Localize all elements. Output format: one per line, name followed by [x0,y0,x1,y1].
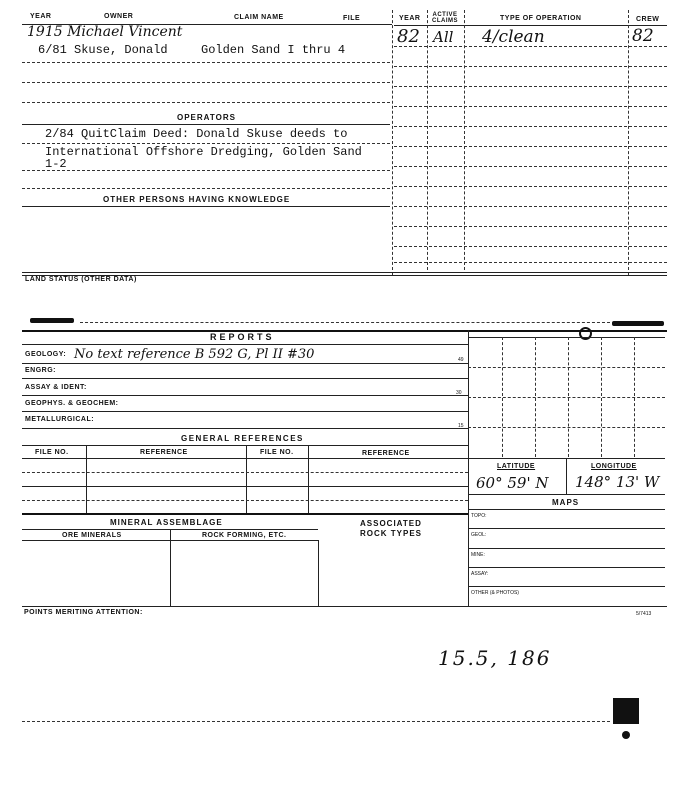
activity-crew: 82 [632,26,654,46]
grid-rule [468,367,665,368]
reports-top-dashed-rule [80,322,610,323]
mineral-divider [170,529,171,607]
reports-rule [22,395,468,396]
rock-forming-column-label: ROCK FORMING, ETC. [202,532,287,539]
reference-column-label-2: REFERENCE [362,450,410,457]
longitude-label: LONGITUDE [591,463,637,470]
maps-rule [468,494,665,495]
general-references-divider [86,445,87,515]
owner-name: Skuse, Donald [74,43,168,57]
reports-rule [22,428,468,429]
owner-date: 6/81 [38,43,67,57]
maps-mine-label: MINE: [471,552,485,558]
general-references-divider [246,445,247,515]
active-claims-column-label: ACTIVE CLAIMS [432,12,458,24]
circle-mark-icon [579,327,592,340]
file-column-label: FILE [343,15,361,22]
activity-rule [394,66,667,67]
latitude-value: 60° 59' N [476,474,549,492]
registration-mark [613,698,639,724]
activity-rule [394,106,667,107]
maps-rule [468,567,665,568]
engrg-label: ENGRG: [25,367,56,374]
claims-operation-divider [464,10,465,270]
operation-crew-divider [628,10,629,275]
reports-rule [22,344,468,345]
grid-rule [468,397,665,398]
maps-heading: MAPS [552,498,580,507]
bottom-rule [22,606,667,607]
rock-types-heading: ROCK TYPES [360,529,423,538]
general-references-rule [22,472,468,473]
operators-line-3: 1-2 [45,157,67,171]
header-rule-right [394,25,667,26]
general-references-divider [308,445,309,515]
owner-column-label: OWNER [104,13,134,20]
operators-heading: OPERATORS [177,113,236,122]
reports-page-number: 30 [456,390,462,396]
activity-rule [394,46,667,47]
claim-name-column-label: CLAIM NAME [234,14,284,21]
operators-line-2: International Offshore Dredging, Golden Sand [45,145,362,159]
reports-maps-divider [468,330,469,607]
activity-rule [394,146,667,147]
activity-rule [394,262,667,263]
general-references-rule [22,445,468,446]
general-references-rule [22,500,468,501]
form-number: 5/7413 [636,611,652,617]
grid-rule [468,427,665,428]
other-persons-rule [22,206,390,207]
maps-rule [468,548,665,549]
reference-column-label: REFERENCE [140,449,188,456]
operators-line-1: 2/84 QuitClaim Deed: Donald Skuse deeds to [45,127,348,141]
longitude-value: 148° 13' W [575,473,660,491]
maps-rule [468,509,665,510]
registration-dot [622,731,630,739]
crew-column-label: CREW [636,16,660,23]
lat-long-divider [566,458,567,494]
main-column-divider [392,10,393,275]
points-meriting-attention-label: POINTS MERITING ATTENTION: [24,609,143,616]
activity-claims: All [433,28,454,46]
grid-rule [468,337,665,338]
geology-value: No text reference B 592 G, Pl II #30 [74,347,315,362]
maps-assay-label: ASSAY: [471,571,489,577]
maps-rule [468,528,665,529]
reports-rule [22,411,468,412]
activity-year: 82 [397,26,420,47]
reports-page-number: 49 [458,357,464,363]
ink-mark [30,318,74,323]
geophys-geochem-label: GEOPHYS. & GEOCHEM: [25,400,119,407]
land-status-rule [22,272,667,273]
file-no-column-label: FILE NO. [35,449,69,456]
reports-rule [22,378,468,379]
year-column-label: YEAR [30,13,52,20]
owner-rule [22,82,390,83]
operators-rule [22,143,390,144]
reports-heading: REPORTS [210,332,275,342]
operators-rule [22,124,390,125]
general-references-rule [22,458,468,459]
associated-heading: ASSOCIATED [360,519,422,528]
operators-rule [22,188,390,189]
activity-rule [394,226,667,227]
file-no-column-label-2: FILE NO. [260,449,294,456]
activity-rule [394,246,667,247]
activity-rule [394,126,667,127]
type-of-operation-column-label: TYPE OF OPERATION [500,15,582,22]
owner-rule [22,102,390,103]
latitude-label: LATITUDE [497,463,536,470]
mineral-assemblage-heading: MINERAL ASSEMBLAGE [110,518,223,527]
activity-rule [394,166,667,167]
activity-rule [394,206,667,207]
claim-name-value: Golden Sand I thru 4 [201,43,346,57]
ink-mark [612,321,664,326]
handwritten-note: 15.5, 186 [438,646,552,670]
reports-page-number: 15 [458,423,464,429]
activity-operation: 4/clean [482,27,545,47]
owner-rule [22,62,390,63]
maps-geol-label: GEOL: [471,532,487,538]
activity-rule [394,86,667,87]
bottom-dashed-rule [22,721,610,722]
activity-rule [394,186,667,187]
year2-column-label: YEAR [399,15,421,22]
general-references-rule [22,486,468,487]
geology-label: GEOLOGY: [25,351,67,358]
ore-minerals-column-label: ORE MINERALS [62,532,122,539]
land-status-label: LAND STATUS (OTHER DATA) [25,276,137,283]
operators-rule [22,170,390,171]
metallurgical-label: METALLURGICAL: [25,416,95,423]
general-references-bottom-rule [22,513,468,515]
mineral-divider [318,540,319,607]
maps-other-label: OTHER (& PHOTOS) [471,590,519,596]
other-persons-heading: OTHER PERSONS HAVING KNOWLEDGE [103,195,291,204]
handwritten-owner-entry: 1915 Michael Vincent [27,24,183,40]
maps-topo-label: TOPO: [471,513,487,519]
reports-top-rule [22,330,667,332]
maps-rule [468,586,665,587]
assay-ident-label: ASSAY & IDENT: [25,384,87,391]
year-claims-divider [427,10,428,270]
reports-rule [22,363,468,364]
general-references-heading: GENERAL REFERENCES [181,434,304,443]
